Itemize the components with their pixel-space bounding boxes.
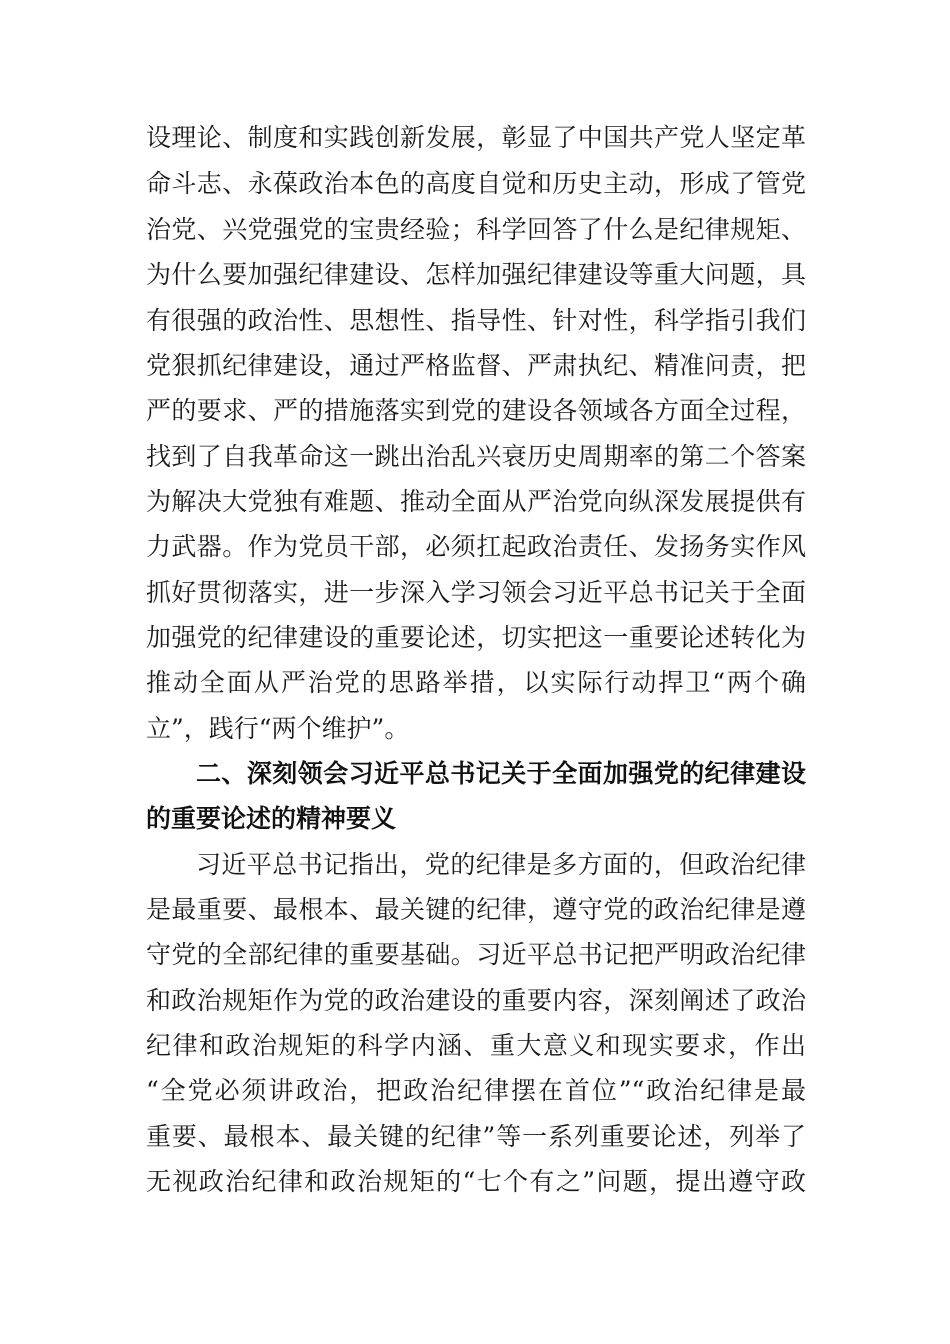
text-line: 党狠抓纪律建设，通过严格监督、严肃执纪、精准问责，把 [146, 351, 806, 380]
text-line: 推动全面从严治党的思路举措，以实际行动捍卫“两个确 [146, 668, 806, 697]
text-line: 为什么要加强纪律建设、怎样加强纪律建设等重大问题，具 [146, 260, 806, 289]
text-line: 加强党的纪律建设的重要论述，切实把这一重要论述转化为 [146, 623, 806, 652]
heading-line: 二、深刻领会习近平总书记关于全面加强党的纪律建设 [196, 759, 806, 788]
text-line: 无视政治纪律和政治规矩的“七个有之”问题，提出遵守政 [146, 1167, 806, 1196]
text-line: 严的要求、严的措施落实到党的建设各领域各方面全过程， [146, 396, 806, 425]
text-line: 设理论、制度和实践创新发展，彰显了中国共产党人坚定革 [146, 123, 806, 152]
text-line: 是最重要、最根本、最关键的纪律，遵守党的政治纪律是遵 [146, 895, 806, 924]
text-line: 抓好贯彻落实，进一步深入学习领会习近平总书记关于全面 [146, 578, 806, 607]
text-line: 和政治规矩作为党的政治建设的重要内容，深刻阐述了政治 [146, 986, 806, 1015]
text-line: 习近平总书记指出，党的纪律是多方面的，但政治纪律 [196, 850, 806, 879]
text-line: 为解决大党独有难题、推动全面从严治党向纵深发展提供有 [146, 487, 806, 516]
text-line: 纪律和政治规矩的科学内涵、重大意义和现实要求，作出 [146, 1031, 806, 1060]
text-line: 力武器。作为党员干部，必须扛起政治责任、发扬务实作风 [146, 532, 806, 561]
heading-line: 的重要论述的精神要义 [146, 804, 397, 833]
text-line: 命斗志、永葆政治本色的高度自觉和历史主动，形成了管党 [146, 169, 806, 198]
text-line: 守党的全部纪律的重要基础。习近平总书记把严明政治纪律 [146, 940, 806, 969]
text-line: “全党必须讲政治，把政治纪律摆在首位”“政治纪律是最 [146, 1076, 806, 1105]
text-line: 治党、兴党强党的宝贵经验；科学回答了什么是纪律规矩、 [146, 215, 806, 244]
text-line: 有很强的政治性、思想性、指导性、针对性，科学指引我们 [146, 306, 806, 335]
text-line: 重要、最根本、最关键的纪律”等一系列重要论述，列举了 [146, 1122, 806, 1151]
text-line: 找到了自我革命这一跳出治乱兴衰历史周期率的第二个答案 [146, 442, 806, 471]
text-line: 立”，践行“两个维护”。 [146, 714, 410, 743]
